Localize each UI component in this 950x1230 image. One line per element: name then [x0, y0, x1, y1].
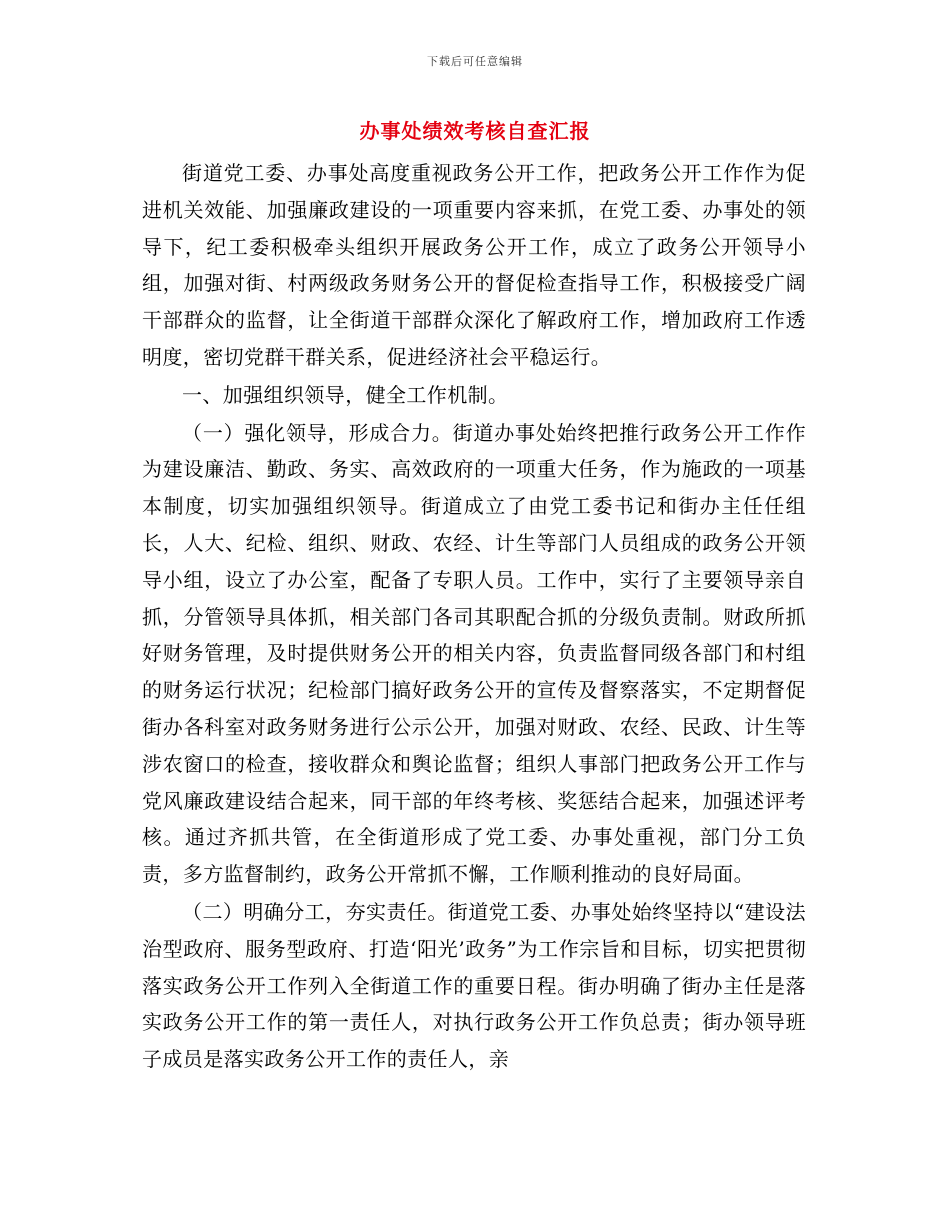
paragraph-intro: 街道党工委、办事处高度重视政务公开工作，把政务公开工作作为促进机关效能、加强廉政建设的一项重要内容来抓，在党工委、办事处的领导下，纪工委积极牵头组织开展政务公开工作，成立了政务公开领导小组，加强对街、村两级政务财务公开的督促检查指导工作，积极接受广阔干部群众的监督，让全街道干部群众深化了解政府工作，增加政府工作透明度，密切党群干群关系，促进经济社会平稳运行。: [142, 161, 806, 369]
page-header-note: 下载后可任意编辑: [427, 55, 523, 68]
paragraph-section-1-2: （二）明确分工，夯实责任。街道党工委、办事处始终坚持以“建设法治型政府、服务型政府、打造‘阳光’政务”为工作宗旨和目标，切实把贯彻落实政务公开工作列入全街道工作的重要日程。街办明确了街办主任是落实政务公开工作的第一责任人，对执行政务公开工作负总责；街办领导班子成员是落实政务公开工作的责任人，亲: [142, 899, 806, 1072]
paragraph-section-1-1: （一）强化领导，形成合力。街道办事处始终把推行政务公开工作作为建设廉洁、勤政、务实、高效政府的一项重大任务，作为施政的一项基本制度，切实加强组织领导。街道成立了由党工委书记和街办主任任组长，人大、纪检、组织、财政、农经、计生等部门人员组成的政务公开领导小组，设立了办公室，配备了专职人员。工作中，实行了主要领导亲自抓，分管领导具体抓，相关部门各司其职配合抓的分级负责制。财政所抓好财务管理，及时提供财务公开的相关内容，负责监督同级各部门和村组的财务运行状况；纪检部门搞好政务公开的宣传及督察落实，不定期督促街办各科室对政务财务进行公示公开，加强对财政、农经、民政、计生等涉农窗口的检查，接收群众和舆论监督；组织人事部门把政务公开工作与党风廉政建设结合起来，同干部的年终考核、奖惩结合起来，加强述评考核。通过齐抓共管，在全街道形成了党工委、办事处重视，部门分工负责，多方监督制约，政务公开常抓不懈，工作顺利推动的良好局面。: [142, 420, 806, 887]
document-title: 办事处绩效考核自查汇报: [359, 119, 591, 143]
section-heading-1: 一、加强组织领导，健全工作机制。: [182, 382, 509, 407]
document-body: [142, 155, 806, 1078]
